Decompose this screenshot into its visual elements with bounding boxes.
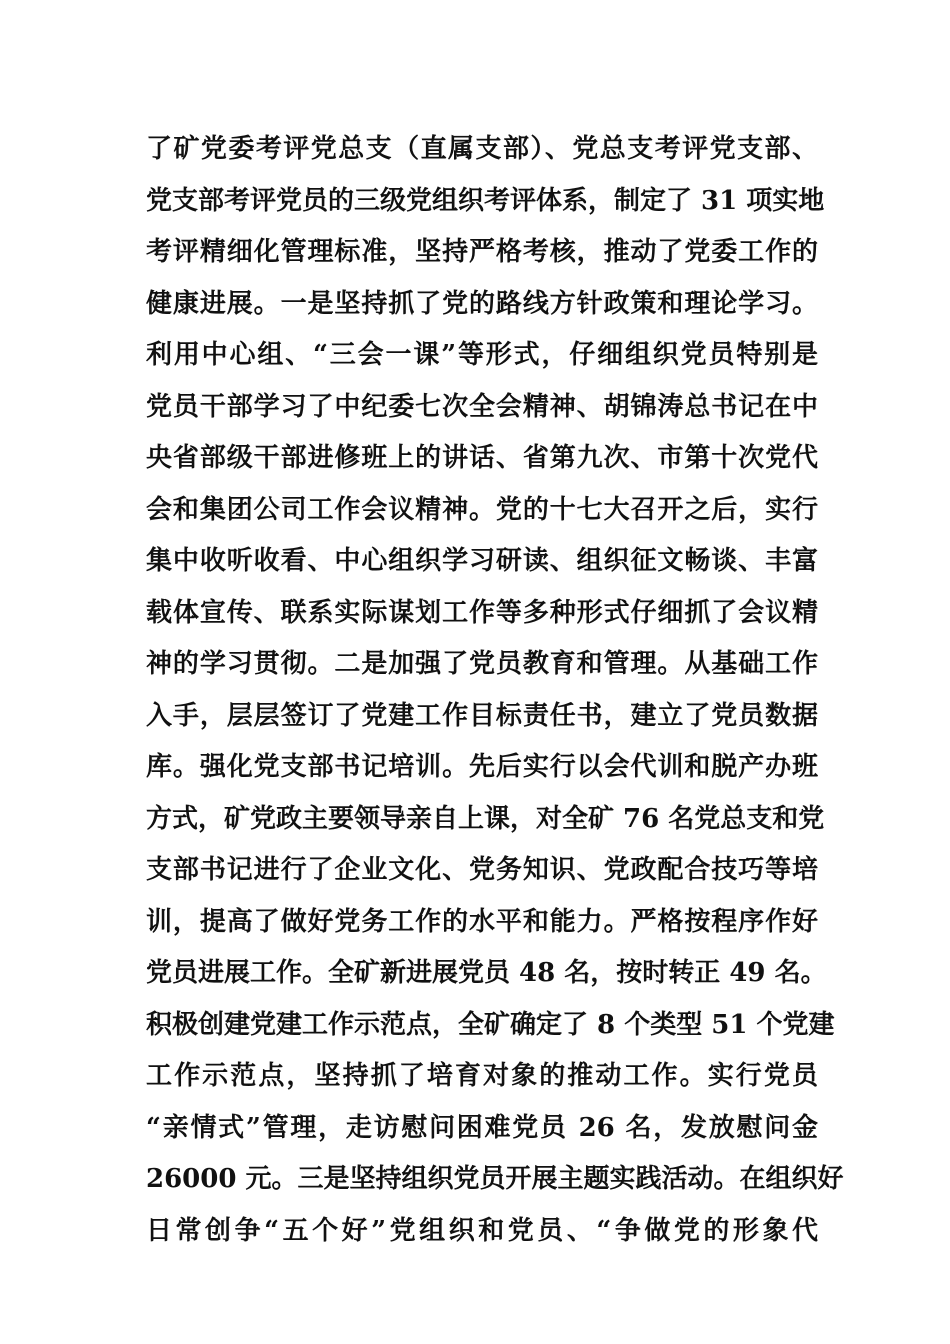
text-line: 26000 元。三是坚持组织党员开展主题实践活动。在组织好 bbox=[146, 1164, 844, 1194]
text-line: 神的学习贯彻。二是加强了党员教育和管理。从基础工作 bbox=[146, 649, 818, 679]
text-line: 会和集团公司工作会议精神。党的十七大召开之后，实行 bbox=[146, 494, 818, 525]
text-line: 党支部考评党员的三级党组织考评体系，制定了 31 项实地 bbox=[146, 185, 825, 216]
text-line: 支部书记进行了企业文化、党务知识、党政配合技巧等培 bbox=[146, 855, 818, 885]
text-line: 集中收听收看、中心组织学习研读、组织征文畅谈、丰富 bbox=[146, 546, 818, 576]
text-line: 党员进展工作。全矿新进展党员 48 名，按时转正 49 名。 bbox=[146, 958, 827, 988]
text-line: 健康进展。一是坚持抓了党的路线方针政策和理论学习。 bbox=[146, 288, 818, 319]
text-line: 央省部级干部进修班上的讲话、省第九次、市第十次党代 bbox=[146, 443, 818, 473]
text-line: 库。强化党支部书记培训。先后实行以会代训和脱产办班 bbox=[146, 752, 818, 782]
text-line: 日常创争“五个好”党组织和党员、“争做党的形象代 bbox=[146, 1215, 818, 1246]
text-line: 了矿党委考评党总支（直属支部）、党总支考评党支部、 bbox=[146, 134, 818, 164]
text-line: 利用中心组、“三会一课”等形式，仔细组织党员特别是 bbox=[146, 340, 818, 370]
text-line: 入手，层层签订了党建工作目标责任书，建立了党员数据 bbox=[146, 700, 818, 731]
text-line: 考评精细化管理标准，坚持严格考核，推动了党委工作的 bbox=[146, 237, 818, 267]
text-line: 方式，矿党政主要领导亲自上课，对全矿 76 名党总支和党 bbox=[146, 803, 825, 834]
text-line: “亲情式”管理，走访慰问困难党员 26 名，发放慰问金 bbox=[146, 1112, 818, 1143]
text-line: 积极创建党建工作示范点，全矿确定了 8 个类型 51 个党建 bbox=[146, 1009, 835, 1040]
body-text bbox=[146, 124, 844, 1257]
text-line: 党员干部学习了中纪委七次全会精神、胡锦涛总书记在中 bbox=[146, 391, 818, 422]
text-line: 训，提高了做好党务工作的水平和能力。严格按程序作好 bbox=[146, 906, 818, 937]
text-line: 载体宣传、联系实际谋划工作等多种形式仔细抓了会议精 bbox=[146, 597, 818, 628]
text-line: 工作示范点，坚持抓了培育对象的推动工作。实行党员 bbox=[146, 1061, 818, 1091]
